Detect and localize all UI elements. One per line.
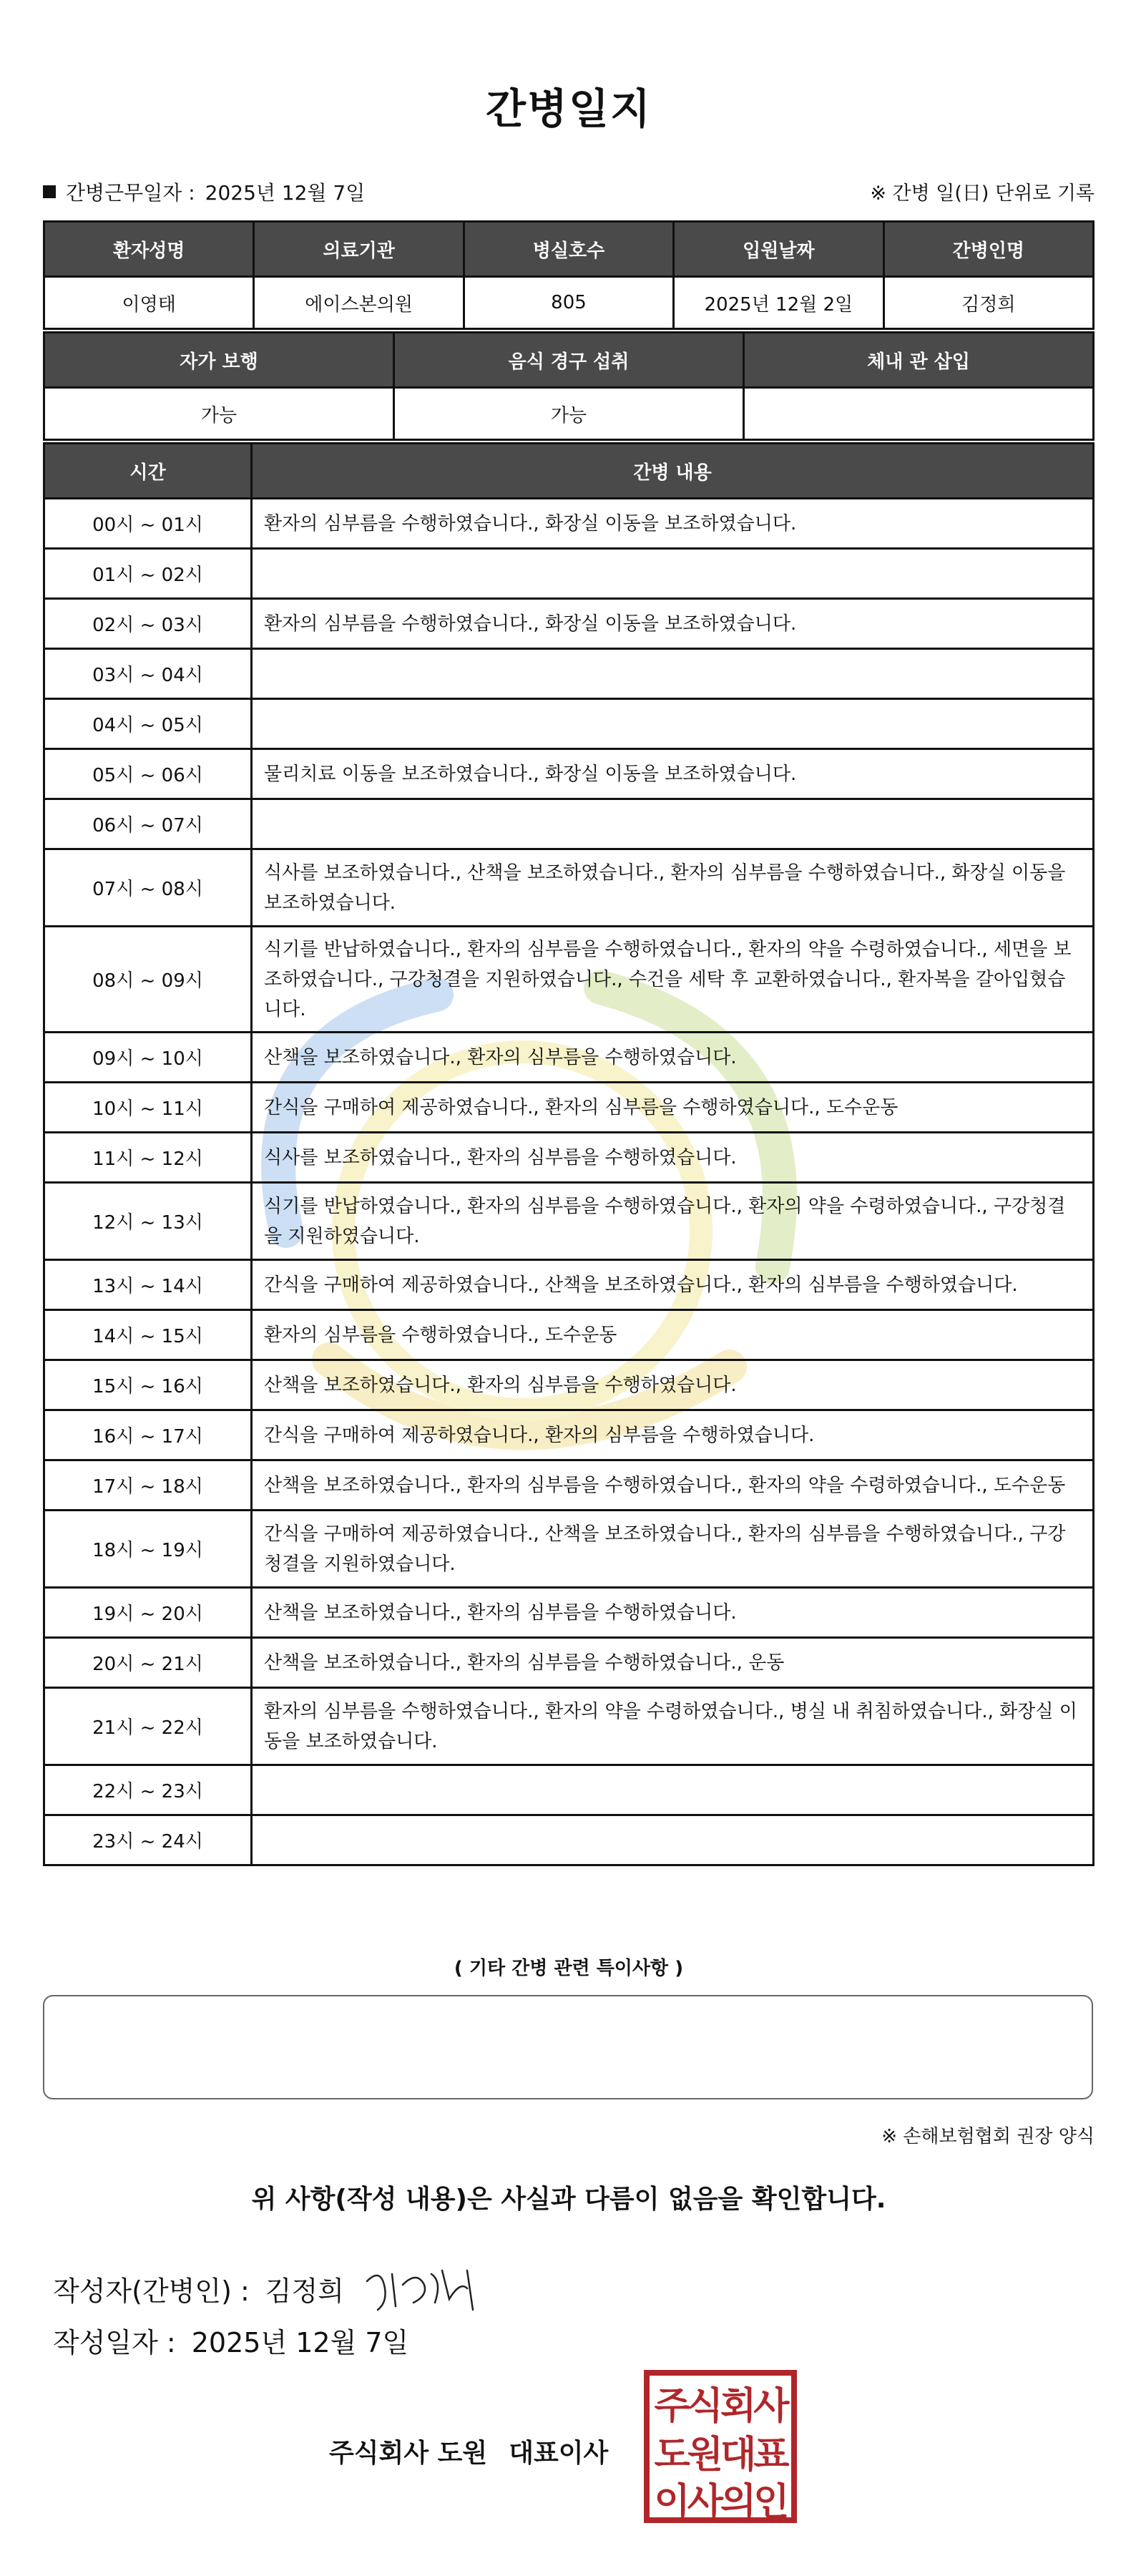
patient-info-table [43,220,1095,330]
log-content-cell: 환자의 심부름을 수행하였습니다., 환자의 약을 수령하였습니다., 병실 내 취침하였습니다., 화장실 이동을 보조하였습니다. [252,1688,1094,1765]
log-content-cell: 식기를 반납하였습니다., 환자의 심부름을 수행하였습니다., 환자의 약을 수령하였습니다., 세면을 보조하였습니다., 구강청결을 지원하였습니다., 수건을 세탁 후 교환하였습니다., 환자복을 갈아입혔습니다. [252,927,1094,1033]
log-content-cell [252,1815,1094,1865]
oral-intake-value: 가능 [394,388,744,440]
log-row [44,1460,1094,1511]
company-seal-stamp [642,2368,798,2524]
log-content-cell: 환자의 심부름을 수행하였습니다., 화장실 이동을 보조하였습니다. [252,499,1094,549]
log-content-cell: 산책을 보조하였습니다., 환자의 심부름을 수행하였습니다. [252,1033,1094,1083]
log-content-cell: 산책을 보조하였습니다., 환자의 심부름을 수행하였습니다. [252,1360,1094,1410]
header-oral-intake: 음식 경구 섭취 [394,333,744,388]
log-content-cell [252,699,1094,749]
written-date-label: 작성일자 : [53,2327,176,2358]
log-row [44,649,1094,699]
ability-table [43,331,1095,441]
log-time-cell: 00시 ~ 01시 [44,499,252,549]
log-time-cell: 01시 ~ 02시 [44,549,252,599]
log-row [44,749,1094,799]
log-time-cell: 20시 ~ 21시 [44,1638,252,1688]
document-title: 간병일지 [485,84,652,133]
svg-text:이사의인: 이사의인 [654,2481,787,2524]
confirmation-statement: 위 사항(작성 내용)은 사실과 다름이 없음을 확인합니다. [251,2185,886,2214]
company-signature-row [329,2433,608,2469]
log-content-cell: 식사를 보조하였습니다., 산책을 보조하였습니다., 환자의 심부름을 수행하였습니다., 화장실 이동을 보조하였습니다. [252,849,1094,927]
log-time-cell: 17시 ~ 18시 [44,1460,252,1511]
log-time-cell: 06시 ~ 07시 [44,799,252,849]
log-content-cell: 간식을 구매하여 제공하였습니다., 환자의 심부름을 수행하였습니다., 도수운동 [252,1083,1094,1133]
header-patient-name: 환자성명 [44,222,254,277]
hospital-name: 에이스본의원 [254,277,464,329]
log-row [44,1033,1094,1083]
log-time-cell: 16시 ~ 17시 [44,1410,252,1460]
log-row [44,1260,1094,1310]
header-tube-insertion: 체내 관 삽입 [744,333,1094,388]
header-admission-date: 입원날짜 [674,222,883,277]
log-content-cell: 산책을 보조하였습니다., 환자의 심부름을 수행하였습니다. [252,1588,1094,1638]
log-row [44,599,1094,649]
log-row [44,1410,1094,1460]
association-note: ※ 손해보험협회 권장 양식 [881,2126,1095,2147]
log-time-cell: 09시 ~ 10시 [44,1033,252,1083]
log-row [44,499,1094,549]
log-content-cell: 산책을 보조하였습니다., 환자의 심부름을 수행하였습니다., 환자의 약을 수령하였습니다., 도수운동 [252,1460,1094,1511]
log-content-cell: 물리치료 이동을 보조하였습니다., 화장실 이동을 보조하였습니다. [252,749,1094,799]
self-walking-value: 가능 [44,388,394,440]
log-time-cell: 08시 ~ 09시 [44,927,252,1033]
author-name: 김정희 [265,2275,344,2307]
author-label: 작성자(간병인) : [53,2275,250,2307]
notes-box [43,1995,1093,2099]
tube-insertion-value [744,388,1094,440]
log-time-cell: 22시 ~ 23시 [44,1765,252,1815]
log-content-cell: 환자의 심부름을 수행하였습니다., 화장실 이동을 보조하였습니다. [252,599,1094,649]
header-caregiver-name: 간병인명 [883,222,1093,277]
company-title: 대표이사 [509,2439,609,2468]
header-hospital: 의료기관 [254,222,464,277]
header-time: 시간 [44,444,252,499]
log-row [44,1688,1094,1765]
log-time-cell: 02시 ~ 03시 [44,599,252,649]
author-row [53,2260,481,2317]
log-row [44,1183,1094,1260]
log-time-cell: 18시 ~ 19시 [44,1511,252,1588]
log-time-cell: 15시 ~ 16시 [44,1360,252,1410]
work-date-row [43,177,365,206]
log-row [44,1083,1094,1133]
log-content-cell: 산책을 보조하였습니다., 환자의 심부름을 수행하였습니다., 운동 [252,1638,1094,1688]
log-row [44,1133,1094,1183]
log-content-cell: 환자의 심부름을 수행하였습니다., 도수운동 [252,1310,1094,1360]
log-time-cell: 10시 ~ 11시 [44,1083,252,1133]
log-row [44,1588,1094,1638]
log-content-cell: 식사를 보조하였습니다., 환자의 심부름을 수행하였습니다. [252,1133,1094,1183]
header-self-walking: 자가 보행 [44,333,394,388]
log-time-cell: 14시 ~ 15시 [44,1310,252,1360]
log-time-cell: 21시 ~ 22시 [44,1688,252,1765]
log-content-cell [252,799,1094,849]
log-content-cell [252,549,1094,599]
svg-text:도원대표: 도원대표 [654,2434,787,2477]
notes-title: ( 기타 간병 관련 특이사항 ) [454,1958,684,1979]
company-name: 주식회사 도원 [329,2439,488,2468]
log-row [44,1511,1094,1588]
log-row [44,1638,1094,1688]
log-row [44,549,1094,599]
caregiver-name: 김정희 [883,277,1093,329]
log-content-cell [252,1765,1094,1815]
room-number: 805 [464,277,673,329]
log-row [44,849,1094,927]
written-date-value: 2025년 12월 7일 [191,2327,409,2358]
svg-text:주식회사: 주식회사 [654,2385,787,2428]
log-time-cell: 12시 ~ 13시 [44,1183,252,1260]
work-date-value: 2025년 12월 7일 [205,181,366,205]
log-time-cell: 23시 ~ 24시 [44,1815,252,1865]
log-row [44,1310,1094,1360]
log-row [44,1815,1094,1865]
admission-date: 2025년 12월 2일 [674,277,883,329]
patient-name: 이영태 [44,277,254,329]
log-time-cell: 04시 ~ 05시 [44,699,252,749]
log-content-cell: 간식을 구매하여 제공하였습니다., 산책을 보조하였습니다., 환자의 심부름을 수행하였습니다., 구강청결을 지원하였습니다. [252,1511,1094,1588]
written-date-row [53,2321,408,2360]
handwritten-signature [360,2260,481,2317]
daily-record-note: ※ 간병 일(日) 단위로 기록 [870,182,1095,205]
log-row [44,1765,1094,1815]
log-time-cell: 11시 ~ 12시 [44,1133,252,1183]
header-care-content: 간병 내용 [252,444,1094,499]
square-bullet-icon [43,185,56,198]
log-time-cell: 19시 ~ 20시 [44,1588,252,1638]
log-row [44,799,1094,849]
header-room-number: 병실호수 [464,222,673,277]
log-time-cell: 13시 ~ 14시 [44,1260,252,1310]
log-time-cell: 07시 ~ 08시 [44,849,252,927]
work-date-label: 간병근무일자 : [66,181,195,205]
log-content-cell: 간식을 구매하여 제공하였습니다., 환자의 심부름을 수행하였습니다. [252,1410,1094,1460]
log-row [44,1360,1094,1410]
log-content-cell: 간식을 구매하여 제공하였습니다., 산책을 보조하였습니다., 환자의 심부름을 수행하였습니다. [252,1260,1094,1310]
log-row [44,927,1094,1033]
log-row [44,699,1094,749]
care-log-table [43,442,1095,1866]
log-content-cell: 식기를 반납하였습니다., 환자의 심부름을 수행하였습니다., 환자의 약을 수령하였습니다., 구강청결을 지원하였습니다. [252,1183,1094,1260]
log-time-cell: 05시 ~ 06시 [44,749,252,799]
log-time-cell: 03시 ~ 04시 [44,649,252,699]
log-content-cell [252,649,1094,699]
